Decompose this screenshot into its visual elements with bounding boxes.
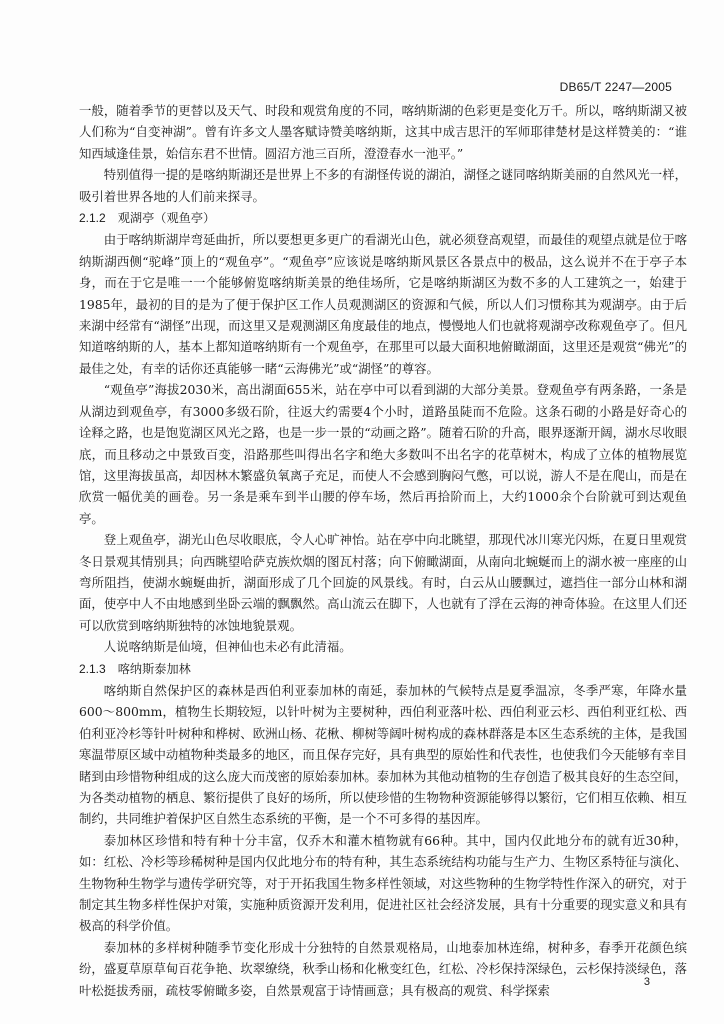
section-heading-2-1-2 (79, 207, 687, 229)
section-number: 2.1.3 (79, 661, 106, 676)
paragraph: 泰加林区珍惜和特有种十分丰富，仅乔木和灌木植物就有66种。其中，国内仅此地分布的就有近30种，如：红松、冷杉等珍稀树种是国内仅此地分布的特有种，其生态系统结构功能与生产力、生物区系特征与演化、生物物种生物学与遗传学研究等，对于开拓我国生物多样性领域，对这些物种的生物学特性作深入的研究，对于制定其生物多样性保护对策，实施种质资源开发利用，促进社区社会经济发展，具有十分重要的现实意义和具有极高的科学价值。 (79, 832, 687, 934)
standard-number: DB65/T 2247—2005 (559, 80, 672, 94)
section-title: 喀纳斯泰加林 (117, 661, 191, 676)
paragraph: 喀纳斯自然保护区的森林是西伯利亚泰加林的南延，泰加林的气候特点是夏季温凉，冬季严寒，年降水量600～800mm，植物生长期较短，以针叶树为主要树种，西伯利亚落叶松、西伯利亚云杉、西伯利亚红松、西伯利亚冷杉等针叶树种和桦树、欧洲山杨、花楸、柳树等阔叶树构成的森林群落是本区生态系统的主体，是我国寒温带原区域中动植物种类最多的地区，而且保存完好，具有典型的原始性和代表性，也使我们今天能够有幸目睹到由珍惜物种组成的这么庞大而茂密的原始泰加林。泰加林为其他动植物的生存创造了极其良好的生态空间，为各类动植物的栖息、繁衍提供了良好的场所，所以使珍惜的生物物种资源能够得以繁衍，它们相互依赖、相互制约，共同维护着保护区自然生态系统的平衡，是一个不可多得的基因库。 (79, 682, 687, 827)
paragraph: 人说喀纳斯是仙境，但神仙也未必有此清福。 (103, 639, 352, 655)
paragraph: “观鱼亭”海拔2030米，高出湖面655米，站在亭中可以看到湖的大部分美景。登观鱼亭有两条路，一条是从湖边到观鱼亭，有3000多级石阶，往返大约需要4个小时，道路虽陡而不危险。这条石砌的小路是好奇心的诠释之路，也是饱览湖区风光之路，也是一步一景的“动画之路”。随着石阶的升高，眼界逐渐开阔，湖水尽收眼底，而且移动之中景致百变，沿路那些叫得出名字和绝大多数叫不出名字的花草树木，构成了立体的植物展览馆，这里海拔虽高，却因林木繁盛负氧离子充足，而使人不会感到胸闷气憋，可以说，游人不是在爬山，而是在欣赏一幅优美的画卷。另一条是乘车到半山腰的停车场，然后再拾阶而上，大约1000余个台阶就可到达观鱼亭。 (79, 382, 687, 526)
page-number: 3 (643, 976, 650, 988)
document-body (79, 100, 687, 1001)
paragraph: 一般，随着季节的更替以及天气、时段和观赏角度的不同，喀纳斯湖的色彩更是变化万千。所以，喀纳斯湖又被人们称为“自变神湖”。曾有许多文人墨客赋诗赞美喀纳斯，这其中成吉思汗的军师耶律楚材是这样赞美的：“谁知西域逢佳景，始信东君不世情。圆沼方池三百所，澄澄春水一池平。” (79, 103, 687, 161)
section-number: 2.1.2 (79, 211, 106, 226)
paragraph: 泰加林的多样树种随季节变化形成十分独特的自然景观格局，山地泰加林连绵，树种多，春季开花颜色缤纷，盛夏草原草甸百花争艳、坎翠缭绕，秋季山杨和化楸变红色，红松、冷杉保持深绿色，云杉保持淡绿色，落叶松挺拔秀丽，疏枝零俯瞰多姿，自然景观富于诗情画意；具有极高的观赏、科学探索 (79, 939, 687, 998)
paragraph: 由于喀纳斯湖岸弯延曲折，所以要想更多更广的看湖光山色，就必须登高观望，而最佳的观望点就是位于喀纳斯湖西侧“驼峰”顶上的“观鱼亭”。“观鱼亭”应该说是喀纳斯风景区各景点中的极品，这么说并不在于亭子本身，而在于它是唯一一个能够俯览喀纳斯美景的绝佳场所，它是喀纳斯湖区为数不多的人工建筑之一，始建于1985年，最初的目的是为了便于保护区工作人员观测湖区的资源和气候，所以人们习惯称其为观湖亭。由于后来湖中经常有“湖怪”出现，而这里又是观测湖区角度最佳的地点，慢慢地人们也就将观湖亭改称观鱼亭了。但凡知道喀纳斯的人，基本上都知道喀纳斯有一个观鱼亭，在那里可以最大面积地俯瞰湖面，这里还是观赏“佛光”的最佳之处，有幸的话你还真能够一睹“云海佛光”或“湖怪”的尊容。 (79, 232, 687, 376)
paragraph: 登上观鱼亭，湖光山色尽收眼底，令人心旷神怡。站在亭中向北眺望，那现代冰川寒光闪烁，在夏日里观赏冬日景观其情别具；向西眺望哈萨克族炊烟的图瓦村落；向下俯瞰湖面，从南向北蜿蜒而上的湖水被一座座的山弯所阻挡，使湖水蜿蜒曲折，湖面形成了几个回旋的风景线。有时，白云从山腰飘过，遮挡住一部分山林和湖面，使亭中人不由地感到坐卧云端的飘飘然。高山流云在脚下，人也就有了浮在云海的神奇体验。在这里人们还可以欣赏到喀纳斯独特的冰蚀地貌景观。 (79, 532, 687, 633)
paragraph: 特别值得一提的是喀纳斯湖还是世界上不多的有湖怪传说的湖泊，湖怪之谜同喀纳斯美丽的自然风光一样，吸引着世界各地的人们前来探寻。 (79, 167, 687, 204)
section-heading-2-1-3 (79, 658, 687, 680)
section-title: 观湖亭（观鱼亭） (117, 211, 216, 226)
